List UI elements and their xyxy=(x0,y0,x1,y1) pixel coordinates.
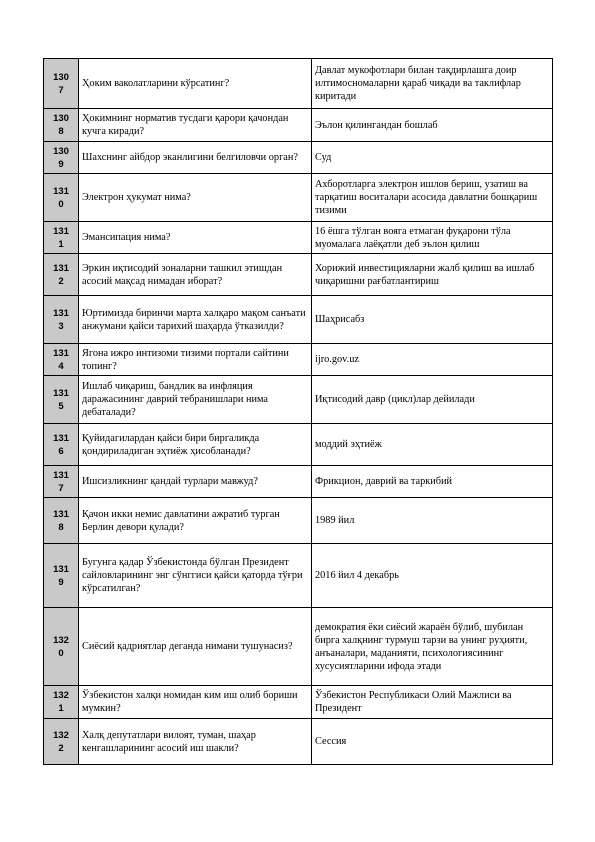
answer-cell: Ўзбекистон Республикаси Олий Мажлиси ва Президент xyxy=(312,686,553,719)
table-row xyxy=(44,344,553,376)
answer-cell: 2016 йил 4 декабрь xyxy=(312,544,553,608)
answer-cell: демократия ёки сиёсий жараён бўлиб, шубилан бирга халқнинг турмуш тарзи ва унинг руҳияти, анъаналари, маданияти, психологиясининг хусусиятларини ифода этади xyxy=(312,608,553,686)
question-cell: Ишлаб чиқариш, бандлик ва инфляция даражасининг даврий тебранишлари нима дебаталади? xyxy=(79,376,312,424)
table-row xyxy=(44,142,553,174)
answer-cell: Шаҳрисабз xyxy=(312,296,553,344)
questions-table xyxy=(43,58,553,765)
table-row xyxy=(44,498,553,544)
table-row xyxy=(44,686,553,719)
answer-cell: Суд xyxy=(312,142,553,174)
table-row xyxy=(44,719,553,765)
row-number: 131 9 xyxy=(44,544,79,608)
row-number: 132 1 xyxy=(44,686,79,719)
question-cell: Сиёсий қадриятлар деганда нимани тушунасиз? xyxy=(79,608,312,686)
question-cell: Ҳоким ваколатларини кўрсатинг? xyxy=(79,59,312,109)
answer-cell: Ахборотларга электрон ишлов бериш, узатиш ва тарқатиш воситалари асосида давлатни бошқариш тизими xyxy=(312,174,553,222)
row-number: 131 1 xyxy=(44,222,79,254)
answer-cell: Иқтисодий давр (цикл)лар дейилади xyxy=(312,376,553,424)
question-cell: Бугунга қадар Ўзбекистонда бўлган Президент сайловларининг энг сўнггиси қайси қаторда тўғри кўрсатилган? xyxy=(79,544,312,608)
question-cell: Қуйидагилардан қайси бири биргаликда қондириладиган эҳтиёж ҳисобланади? xyxy=(79,424,312,466)
table-row xyxy=(44,174,553,222)
row-number: 131 8 xyxy=(44,498,79,544)
row-number: 131 7 xyxy=(44,466,79,498)
question-cell: Эмансипация нима? xyxy=(79,222,312,254)
table-row xyxy=(44,59,553,109)
row-number: 132 0 xyxy=(44,608,79,686)
table-row xyxy=(44,544,553,608)
question-cell: Қачон икки немис давлатини ажратиб турган Берлин девори қулади? xyxy=(79,498,312,544)
row-number: 130 9 xyxy=(44,142,79,174)
answer-cell: Сессия xyxy=(312,719,553,765)
table-row xyxy=(44,376,553,424)
table-row xyxy=(44,222,553,254)
answer-cell: моддий эҳтиёж xyxy=(312,424,553,466)
question-cell: Шахснинг айбдор эканлигини белгиловчи орган? xyxy=(79,142,312,174)
row-number: 130 8 xyxy=(44,109,79,142)
question-cell: Ўзбекистон халқи номидан ким иш олиб бориши мумкин? xyxy=(79,686,312,719)
question-cell: Юртимизда биринчи марта халқаро мақом санъати анжумани қайси тарихий шаҳарда ўтказилди? xyxy=(79,296,312,344)
answer-cell: Эълон қилингандан бошлаб xyxy=(312,109,553,142)
question-cell: Электрон ҳукумат нима? xyxy=(79,174,312,222)
table-body xyxy=(44,59,553,765)
table-row xyxy=(44,296,553,344)
answer-cell: Фрикцион, даврий ва таркибий xyxy=(312,466,553,498)
answer-cell: 16 ёшга тўлган вояга етмаган фуқарони тўла муомалага лаёқатли деб эълон қилиш xyxy=(312,222,553,254)
table-row xyxy=(44,466,553,498)
row-number: 131 0 xyxy=(44,174,79,222)
question-cell: Ҳокимнинг норматив тусдаги қарори қачондан кучга киради? xyxy=(79,109,312,142)
row-number: 131 6 xyxy=(44,424,79,466)
answer-cell: 1989 йил xyxy=(312,498,553,544)
question-cell: Ишсизликнинг қандай турлари мавжуд? xyxy=(79,466,312,498)
question-cell: Эркин иқтисодий зоналарни ташкил этишдан асосий мақсад нимадан иборат? xyxy=(79,254,312,296)
answer-cell: ijro.gov.uz xyxy=(312,344,553,376)
table-row xyxy=(44,424,553,466)
table-row xyxy=(44,109,553,142)
question-cell: Халқ депутатлари вилоят, туман, шаҳар кенгашларининг асосий иш шакли? xyxy=(79,719,312,765)
question-cell: Ягона ижро интизоми тизими портали сайтини топинг? xyxy=(79,344,312,376)
row-number: 132 2 xyxy=(44,719,79,765)
table-row xyxy=(44,254,553,296)
row-number: 131 2 xyxy=(44,254,79,296)
table-row xyxy=(44,608,553,686)
row-number: 131 3 xyxy=(44,296,79,344)
answer-cell: Хорижий инвестицияларни жалб қилиш ва ишлаб чиқаришни рағбатлантириш xyxy=(312,254,553,296)
answer-cell: Давлат мукофотлари билан тақдирлашга доир илтимосномаларни қараб чиқади ва таклифлар киритади xyxy=(312,59,553,109)
row-number: 131 5 xyxy=(44,376,79,424)
row-number: 130 7 xyxy=(44,59,79,109)
row-number: 131 4 xyxy=(44,344,79,376)
